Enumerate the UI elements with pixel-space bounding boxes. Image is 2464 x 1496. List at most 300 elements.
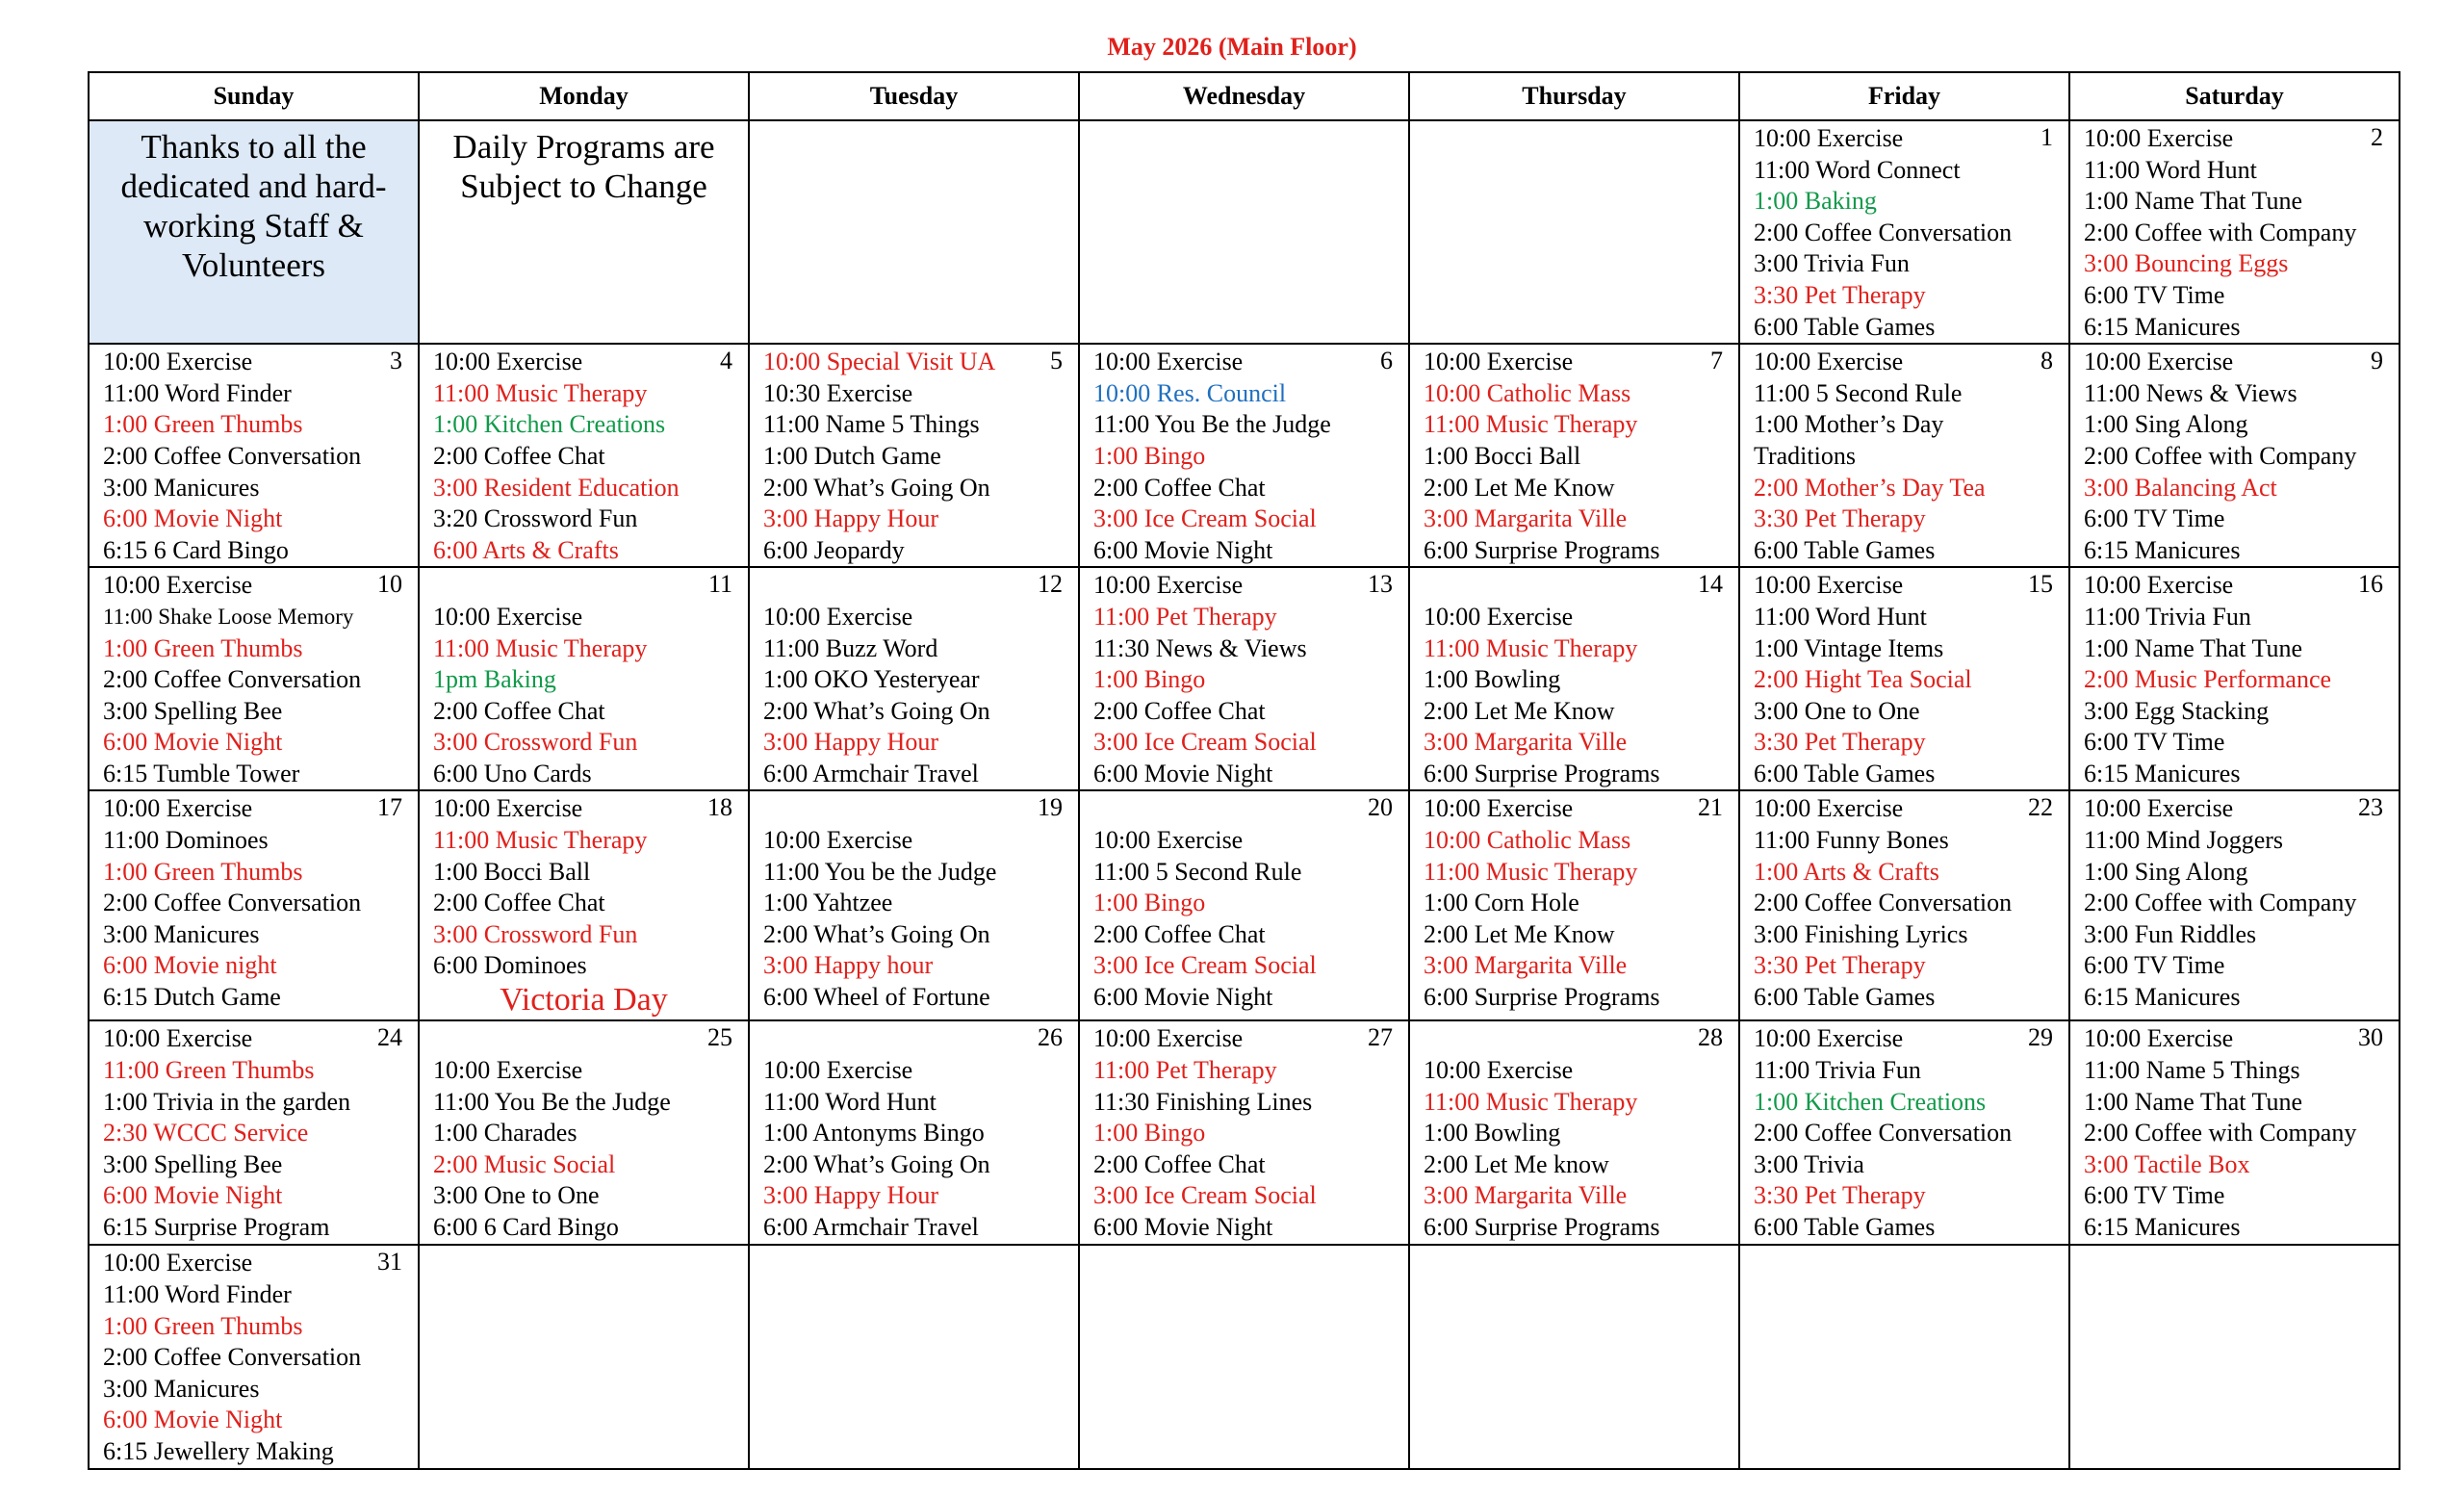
calendar-note: Thanks to all the dedicated and hard-working Staff & Volunteers xyxy=(120,128,387,284)
event-item: 11:00 Word Finder xyxy=(103,1280,292,1309)
event-item: 10:00 Catholic Mass xyxy=(1424,378,1631,407)
empty-day-content xyxy=(1080,121,1408,343)
day-cell xyxy=(1079,790,1409,1020)
event-item: 11:30 News & Views xyxy=(1093,633,1307,662)
event-item: 10:00 Exercise xyxy=(1754,794,1904,823)
event-item: Traditions xyxy=(1754,441,1856,470)
event-item: 1pm Baking xyxy=(433,665,556,694)
day-number: 11 xyxy=(707,570,732,599)
event-item: 11:00 You Be the Judge xyxy=(433,1087,671,1116)
event-item: 3:00 Manicures xyxy=(103,919,260,948)
event-item: 11:00 You be the Judge xyxy=(763,857,997,886)
event-item: 10:00 Exercise xyxy=(103,1024,253,1053)
event-spacer xyxy=(433,570,734,602)
day-number: 5 xyxy=(1050,347,1063,375)
holiday-label: Victoria Day xyxy=(500,982,668,1019)
day-number: 16 xyxy=(2358,570,2383,599)
event-item: 1:00 Bowling xyxy=(1424,665,1561,694)
day-content xyxy=(1410,1021,1738,1244)
empty-day-cell xyxy=(2069,1245,2400,1468)
weekday-header: Thursday xyxy=(1409,72,1739,120)
event-item: 3:00 Crossword Fun xyxy=(433,919,638,948)
day-number: 8 xyxy=(2040,347,2053,375)
event-item: 2:00 Coffee Conversation xyxy=(103,441,362,470)
event-item: 6:15 Manicures xyxy=(2084,983,2241,1012)
day-number: 30 xyxy=(2358,1023,2383,1052)
event-item: 1:00 Bocci Ball xyxy=(433,857,591,886)
event-item: 3:00 Ice Cream Social xyxy=(1093,951,1317,980)
empty-day-content xyxy=(750,1246,1078,1467)
event-item: 6:00 Table Games xyxy=(1754,1213,1936,1242)
event-item: 11:00 Dominoes xyxy=(103,826,269,855)
day-content xyxy=(1740,345,2068,566)
event-item: 6:15 Dutch Game xyxy=(103,983,281,1012)
event-item: 6:00 Movie Night xyxy=(1093,535,1273,564)
event-spacer xyxy=(1424,570,1725,602)
event-item: 11:00 Mind Joggers xyxy=(2084,826,2284,855)
event-item: 6:00 TV Time xyxy=(2084,728,2225,757)
event-item: 11:00 Green Thumbs xyxy=(103,1056,315,1085)
event-item: 10:00 Exercise xyxy=(433,794,583,823)
event-item: 6:00 Table Games xyxy=(1754,983,1936,1012)
event-item: 3:00 Margarita Ville xyxy=(1424,951,1628,980)
day-content xyxy=(1080,345,1408,566)
event-item: 3:30 Pet Therapy xyxy=(1754,951,1926,980)
event-item: 2:30 WCCC Service xyxy=(103,1119,309,1148)
event-item: 3:00 Happy Hour xyxy=(763,1181,938,1210)
event-item: 3:00 Trivia Fun xyxy=(1754,249,1910,278)
day-cell xyxy=(2069,790,2400,1020)
empty-day-cell xyxy=(749,1245,1079,1468)
empty-day-content xyxy=(1410,1246,1738,1467)
calendar-body xyxy=(89,120,2400,1469)
day-content xyxy=(1080,1021,1408,1244)
event-item: 1:00 Arts & Crafts xyxy=(1754,857,1939,886)
day-content xyxy=(420,568,748,789)
empty-day-content xyxy=(750,121,1078,343)
event-item: 6:00 Surprise Programs xyxy=(1424,759,1660,787)
day-content xyxy=(1740,121,2068,343)
event-item: 6:00 Dominoes xyxy=(433,951,587,980)
day-cell xyxy=(749,344,1079,567)
day-cell xyxy=(1409,344,1739,567)
event-item: 6:15 Surprise Program xyxy=(103,1213,330,1242)
event-item: 1:00 Green Thumbs xyxy=(103,1311,303,1340)
event-item: 1:00 Sing Along xyxy=(2084,410,2248,439)
event-item: 2:00 Coffee Conversation xyxy=(103,1343,362,1372)
event-item: 3:00 Fun Riddles xyxy=(2084,919,2257,948)
event-item: 2:00 Let Me Know xyxy=(1424,696,1615,725)
event-item: 10:00 Exercise xyxy=(1093,571,1244,600)
weekday-header: Monday xyxy=(419,72,749,120)
event-item: 6:00 Table Games xyxy=(1754,312,1936,341)
day-cell xyxy=(1079,567,1409,790)
event-item: 6:00 Armchair Travel xyxy=(763,1213,979,1242)
event-item: 10:00 Exercise xyxy=(1424,348,1574,376)
event-item: 2:00 Coffee with Company xyxy=(2084,1119,2357,1148)
day-cell xyxy=(2069,1020,2400,1245)
event-item: 6:15 Manicures xyxy=(2084,759,2241,787)
calendar-week-row xyxy=(89,1245,2400,1468)
event-item: 10:00 Exercise xyxy=(1754,348,1904,376)
event-item: 2:00 Mother’s Day Tea xyxy=(1754,473,1986,502)
empty-day-cell xyxy=(1409,1245,1739,1468)
event-item: 10:00 Exercise xyxy=(433,602,583,631)
event-item: 3:00 Ice Cream Social xyxy=(1093,504,1317,533)
event-item: 1:00 Charades xyxy=(433,1119,578,1148)
event-item: 3:00 Margarita Ville xyxy=(1424,1181,1628,1210)
event-item: 2:00 Coffee Chat xyxy=(433,889,605,917)
event-item: 10:00 Exercise xyxy=(1093,1024,1244,1053)
event-item: 10:00 Exercise xyxy=(2084,124,2234,152)
event-item: 3:30 Pet Therapy xyxy=(1754,1181,1926,1210)
event-item: 1:00 Green Thumbs xyxy=(103,857,303,886)
event-spacer xyxy=(763,570,1065,602)
event-item: 10:00 Exercise xyxy=(103,794,253,823)
event-item: 2:00 Music Social xyxy=(433,1149,616,1178)
event-item: 2:00 Coffee Conversation xyxy=(1754,1119,2013,1148)
event-item: 2:00 Coffee Conversation xyxy=(1754,889,2013,917)
event-item: 6:00 Movie Night xyxy=(103,1406,283,1434)
day-cell xyxy=(419,567,749,790)
day-cell xyxy=(1079,344,1409,567)
event-item: 10:00 Exercise xyxy=(433,348,583,376)
event-item: 3:00 Happy hour xyxy=(763,951,934,980)
note-cell xyxy=(419,120,749,344)
event-item: 6:15 Jewellery Making xyxy=(103,1437,334,1466)
day-cell xyxy=(419,344,749,567)
event-item: 3:00 Tactile Box xyxy=(2084,1149,2250,1178)
event-item: 11:00 Music Therapy xyxy=(1424,857,1638,886)
event-item: 3:00 Balancing Act xyxy=(2084,473,2277,502)
event-item: 10:00 Exercise xyxy=(763,1056,913,1085)
calendar-note: Daily Programs are Subject to Change xyxy=(452,128,715,205)
day-number: 18 xyxy=(707,793,732,822)
event-item: 1:00 Bingo xyxy=(1093,889,1206,917)
event-item: 3:00 Trivia xyxy=(1754,1149,1864,1178)
day-content xyxy=(1740,1021,2068,1244)
calendar-week-row xyxy=(89,1020,2400,1245)
event-item: 1:00 Name That Tune xyxy=(2084,633,2303,662)
empty-day-content xyxy=(1740,1246,2068,1467)
event-item: 11:00 Name 5 Things xyxy=(2084,1056,2300,1085)
event-item: 6:00 Surprise Programs xyxy=(1424,983,1660,1012)
event-item: 3:00 Finishing Lyrics xyxy=(1754,919,1968,948)
weekday-header: Sunday xyxy=(89,72,419,120)
event-item: 3:00 Happy Hour xyxy=(763,728,938,757)
event-item: 11:00 News & Views xyxy=(2084,378,2297,407)
event-item: 6:00 Movie Night xyxy=(1093,983,1273,1012)
event-item: 6:00 Movie Night xyxy=(103,1181,283,1210)
event-item: 6:15 Tumble Tower xyxy=(103,759,300,787)
event-item: 2:00 Let Me Know xyxy=(1424,473,1615,502)
event-item: 11:00 Shake Loose Memory xyxy=(103,604,354,629)
event-item: 2:00 Coffee Conversation xyxy=(103,889,362,917)
day-content xyxy=(750,568,1078,789)
day-number: 22 xyxy=(2028,793,2053,822)
event-item: 10:00 Exercise xyxy=(2084,571,2234,600)
empty-day-content xyxy=(2070,1246,2399,1467)
day-number: 19 xyxy=(1038,793,1063,822)
weekday-header: Saturday xyxy=(2069,72,2400,120)
event-item: 3:00 Margarita Ville xyxy=(1424,504,1628,533)
day-content xyxy=(90,1246,418,1467)
event-item: 2:00 Coffee Chat xyxy=(433,441,605,470)
event-item: 11:00 5 Second Rule xyxy=(1754,378,1963,407)
empty-day-content xyxy=(420,1246,748,1467)
weekday-header: Wednesday xyxy=(1079,72,1409,120)
event-item: 3:00 Manicures xyxy=(103,1374,260,1403)
day-content xyxy=(420,791,748,1019)
event-item: 3:00 One to One xyxy=(1754,696,1920,725)
event-item: 2:00 Coffee with Company xyxy=(2084,218,2357,246)
day-cell xyxy=(419,790,749,1020)
event-item: 2:00 What’s Going On xyxy=(763,473,990,502)
day-number: 13 xyxy=(1368,570,1393,599)
day-cell xyxy=(749,1020,1079,1245)
day-content xyxy=(2070,1021,2399,1244)
day-number: 12 xyxy=(1038,570,1063,599)
event-item: 6:00 6 Card Bingo xyxy=(433,1213,619,1242)
event-item: 11:00 Word Finder xyxy=(103,378,292,407)
event-item: 6:00 Surprise Programs xyxy=(1424,1213,1660,1242)
event-item: 3:00 Spelling Bee xyxy=(103,1149,283,1178)
event-item: 1:00 Baking xyxy=(1754,187,1877,216)
day-cell xyxy=(749,790,1079,1020)
event-item: 6:00 Table Games xyxy=(1754,535,1936,564)
empty-day-cell xyxy=(1739,1245,2069,1468)
event-item: 10:00 Exercise xyxy=(1754,571,1904,600)
event-item: 3:30 Pet Therapy xyxy=(1754,280,1926,309)
day-cell xyxy=(89,344,419,567)
event-item: 3:00 One to One xyxy=(433,1181,600,1210)
day-cell xyxy=(1739,120,2069,344)
event-item: 3:20 Crossword Fun xyxy=(433,504,638,533)
day-number: 21 xyxy=(1698,793,1723,822)
day-cell xyxy=(1409,1020,1739,1245)
day-content xyxy=(2070,791,2399,1019)
event-item: 6:00 Uno Cards xyxy=(433,759,592,787)
event-item: 10:00 Res. Council xyxy=(1093,378,1287,407)
calendar-week-row xyxy=(89,344,2400,567)
event-item: 1:00 Bingo xyxy=(1093,441,1206,470)
event-item: 2:00 Hight Tea Social xyxy=(1754,665,1972,694)
event-item: 6:00 TV Time xyxy=(2084,1181,2225,1210)
day-content xyxy=(90,791,418,1019)
day-cell xyxy=(1079,1020,1409,1245)
event-item: 6:00 Movie Night xyxy=(1093,1213,1273,1242)
event-item: 10:30 Exercise xyxy=(763,378,913,407)
event-item: 3:00 Egg Stacking xyxy=(2084,696,2270,725)
event-spacer xyxy=(763,1023,1065,1055)
event-item: 6:00 Jeopardy xyxy=(763,535,905,564)
calendar-week-row xyxy=(89,120,2400,344)
event-item: 11:00 5 Second Rule xyxy=(1093,857,1302,886)
event-item: 10:00 Exercise xyxy=(1424,602,1574,631)
day-number: 3 xyxy=(390,347,402,375)
empty-day-cell xyxy=(749,120,1079,344)
event-item: 10:00 Exercise xyxy=(103,348,253,376)
event-item: 6:00 TV Time xyxy=(2084,951,2225,980)
event-item: 11:00 Word Hunt xyxy=(763,1087,937,1116)
empty-day-cell xyxy=(1079,120,1409,344)
day-cell xyxy=(89,1245,419,1468)
day-number: 4 xyxy=(720,347,732,375)
event-item: 1:00 Kitchen Creations xyxy=(433,410,666,439)
event-item: 2:00 Coffee Chat xyxy=(433,696,605,725)
day-number: 24 xyxy=(377,1023,402,1052)
event-item: 6:15 Manicures xyxy=(2084,1213,2241,1242)
event-item: 3:00 Crossword Fun xyxy=(433,728,638,757)
event-item: 6:15 6 Card Bingo xyxy=(103,535,289,564)
calendar-grid xyxy=(88,71,2400,1470)
event-item: 1:00 Vintage Items xyxy=(1754,633,1944,662)
day-number: 25 xyxy=(707,1023,732,1052)
event-item: 1:00 OKO Yesteryear xyxy=(763,665,980,694)
day-cell xyxy=(419,1020,749,1245)
event-item: 1:00 Corn Hole xyxy=(1424,889,1579,917)
event-item: 10:00 Exercise xyxy=(1424,1056,1574,1085)
calendar-week-row xyxy=(89,790,2400,1020)
day-content xyxy=(2070,121,2399,343)
event-item: 1:00 Kitchen Creations xyxy=(1754,1087,1987,1116)
day-content xyxy=(1410,791,1738,1019)
event-item: 2:00 Let Me Know xyxy=(1424,919,1615,948)
day-number: 29 xyxy=(2028,1023,2053,1052)
event-item: 10:00 Exercise xyxy=(1424,794,1574,823)
event-item: 1:00 Sing Along xyxy=(2084,857,2248,886)
day-content xyxy=(90,345,418,566)
event-item: 11:00 Trivia Fun xyxy=(2084,602,2251,631)
event-item: 2:00 Coffee Chat xyxy=(1093,696,1266,725)
empty-day-content xyxy=(1410,121,1738,343)
event-item: 10:00 Exercise xyxy=(1093,826,1244,855)
empty-day-cell xyxy=(1079,1245,1409,1468)
event-item: 2:00 Coffee Conversation xyxy=(103,665,362,694)
day-cell xyxy=(1739,567,2069,790)
event-item: 1:00 Dutch Game xyxy=(763,441,941,470)
event-item: 2:00 What’s Going On xyxy=(763,919,990,948)
event-item: 2:00 What’s Going On xyxy=(763,1149,990,1178)
empty-day-content xyxy=(1080,1246,1408,1467)
event-item: 11:00 Pet Therapy xyxy=(1093,602,1277,631)
event-item: 10:00 Exercise xyxy=(2084,1024,2234,1053)
day-number: 15 xyxy=(2028,570,2053,599)
event-item: 3:30 Pet Therapy xyxy=(1754,504,1926,533)
event-item: 6:00 TV Time xyxy=(2084,504,2225,533)
event-spacer xyxy=(1093,793,1395,825)
event-item: 11:00 Music Therapy xyxy=(1424,1087,1638,1116)
event-spacer xyxy=(1424,1023,1725,1055)
day-content xyxy=(750,345,1078,566)
event-item: 11:00 Name 5 Things xyxy=(763,410,980,439)
day-number: 6 xyxy=(1380,347,1393,375)
event-item: 3:00 Ice Cream Social xyxy=(1093,728,1317,757)
day-content xyxy=(1410,568,1738,789)
note-content xyxy=(420,121,748,343)
day-content xyxy=(2070,568,2399,789)
calendar-week-row xyxy=(89,567,2400,790)
event-item: 1:00 Bingo xyxy=(1093,1119,1206,1148)
event-item: 11:00 Word Connect xyxy=(1754,155,1961,184)
event-item: 3:30 Pet Therapy xyxy=(1754,728,1926,757)
event-item: 1:00 Green Thumbs xyxy=(103,633,303,662)
weekday-header-row xyxy=(89,72,2400,120)
event-item: 6:00 Armchair Travel xyxy=(763,759,979,787)
event-item: 1:00 Green Thumbs xyxy=(103,410,303,439)
event-item: 6:00 Movie Night xyxy=(103,728,283,757)
event-item: 1:00 Antonyms Bingo xyxy=(763,1119,985,1148)
event-item: 10:00 Exercise xyxy=(1093,348,1244,376)
empty-day-cell xyxy=(1409,120,1739,344)
event-item: 3:00 Happy Hour xyxy=(763,504,938,533)
event-item: 6:00 TV Time xyxy=(2084,280,2225,309)
day-content xyxy=(1740,791,2068,1019)
day-content xyxy=(420,345,748,566)
day-content xyxy=(1410,345,1738,566)
event-item: 3:00 Margarita Ville xyxy=(1424,728,1628,757)
event-spacer xyxy=(433,1023,734,1055)
event-item: 10:00 Exercise xyxy=(763,826,913,855)
event-item: 11:00 Word Hunt xyxy=(1754,602,1927,631)
day-number: 2 xyxy=(2371,123,2383,151)
day-content xyxy=(90,1021,418,1244)
event-item: 2:00 Coffee Chat xyxy=(1093,473,1266,502)
day-number: 9 xyxy=(2371,347,2383,375)
day-cell xyxy=(89,790,419,1020)
event-item: 11:00 Word Hunt xyxy=(2084,155,2257,184)
day-number: 14 xyxy=(1698,570,1723,599)
day-cell xyxy=(749,567,1079,790)
weekday-header: Friday xyxy=(1739,72,2069,120)
day-cell xyxy=(1739,1020,2069,1245)
day-number: 27 xyxy=(1368,1023,1393,1052)
event-item: 1:00 Mother’s Day xyxy=(1754,410,1944,439)
day-cell xyxy=(2069,120,2400,344)
day-content xyxy=(750,1021,1078,1244)
event-item: 3:00 Ice Cream Social xyxy=(1093,1181,1317,1210)
event-item: 1:00 Bingo xyxy=(1093,665,1206,694)
day-number: 26 xyxy=(1038,1023,1063,1052)
note-cell xyxy=(89,120,419,344)
day-content xyxy=(1080,791,1408,1019)
event-item: 6:00 Movie Night xyxy=(1093,759,1273,787)
event-item: 6:00 Arts & Crafts xyxy=(433,535,619,564)
event-item: 2:00 Coffee Chat xyxy=(1093,919,1266,948)
day-number: 23 xyxy=(2358,793,2383,822)
day-content xyxy=(90,568,418,789)
event-item: 11:00 Pet Therapy xyxy=(1093,1056,1277,1085)
day-number: 20 xyxy=(1368,793,1393,822)
event-item: 1:00 Trivia in the garden xyxy=(103,1087,351,1116)
event-item: 6:00 Movie Night xyxy=(103,504,283,533)
event-item: 11:00 Funny Bones xyxy=(1754,826,1949,855)
event-item: 6:15 Manicures xyxy=(2084,535,2241,564)
day-cell xyxy=(89,1020,419,1245)
event-item: 6:00 Movie night xyxy=(103,951,277,980)
event-item: 10:00 Exercise xyxy=(1754,124,1904,152)
day-content xyxy=(2070,345,2399,566)
event-item: 10:00 Exercise xyxy=(2084,348,2234,376)
event-item: 10:00 Catholic Mass xyxy=(1424,826,1631,855)
empty-day-cell xyxy=(419,1245,749,1468)
day-number: 17 xyxy=(377,793,402,822)
day-content xyxy=(1080,568,1408,789)
event-item: 1:00 Bowling xyxy=(1424,1119,1561,1148)
event-item: 11:00 You Be the Judge xyxy=(1093,410,1331,439)
event-item: 11:00 Music Therapy xyxy=(1424,410,1638,439)
day-cell xyxy=(2069,567,2400,790)
